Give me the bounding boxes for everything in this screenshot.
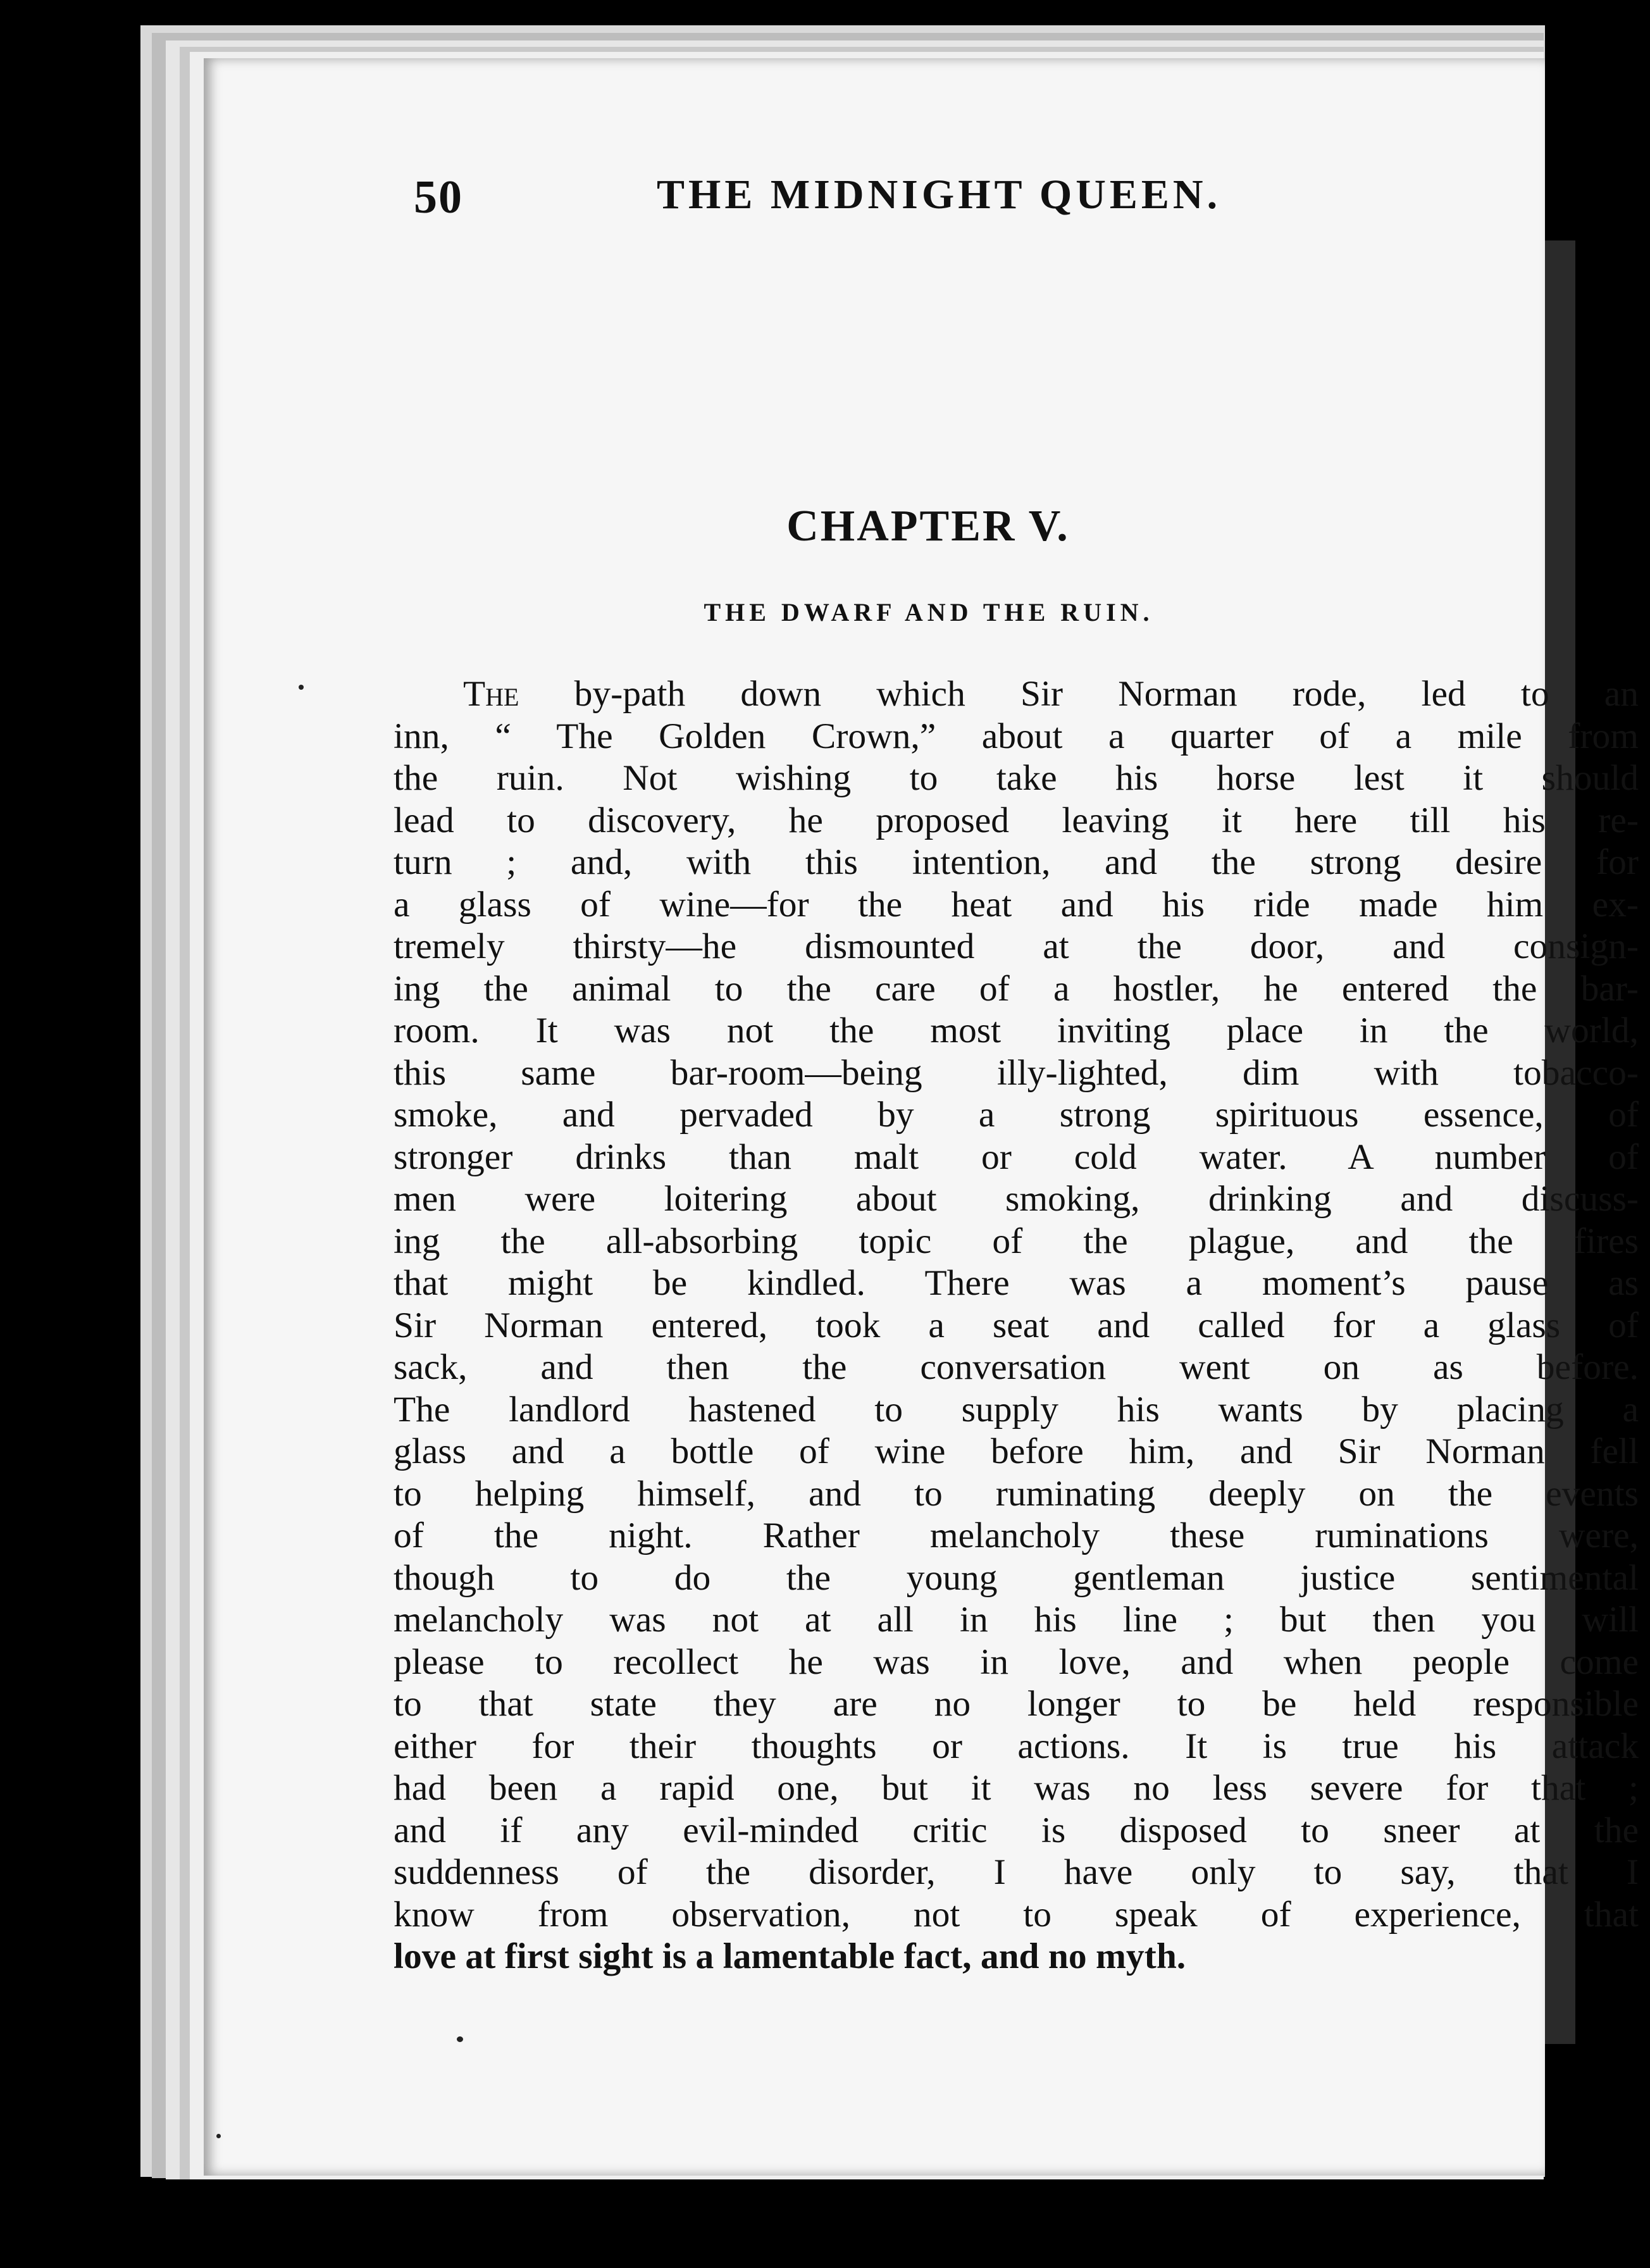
body-line: know from observation, not to speak of experience, that bbox=[394, 1894, 1639, 1935]
body-line: sack, and then the conversation went on as before. bbox=[394, 1347, 1639, 1387]
body-line: room. It was not the most inviting place in the world, bbox=[394, 1011, 1639, 1050]
body-line: please to recollect he was in love, and when people come bbox=[394, 1642, 1639, 1682]
body-line: lead to discovery, he proposed leaving it here till his re- bbox=[394, 800, 1639, 840]
body-line: either for their thoughts or actions. It is true his attack bbox=[394, 1726, 1639, 1766]
book-page bbox=[204, 58, 1639, 2176]
body-line: Sir Norman entered, took a seat and called for a glass of bbox=[394, 1305, 1639, 1345]
body-line: The landlord hastened to supply his wants by placing a bbox=[394, 1389, 1639, 1430]
body-line: melancholy was not at all in his line ; but then you will bbox=[394, 1600, 1639, 1640]
scan-speck bbox=[299, 685, 304, 690]
body-line: to that state they are no longer to be held responsible bbox=[394, 1684, 1639, 1724]
body-line: inn, “ The Golden Crown,” about a quarter of a mile from bbox=[394, 716, 1639, 756]
chapter-subtitle: THE DWARF AND THE RUIN. bbox=[704, 598, 1154, 626]
body-line: tremely thirsty—he dismounted at the door, and consign- bbox=[394, 926, 1639, 966]
body-line: this same bar-room—being illy-lighted, dim with tobacco- bbox=[394, 1052, 1639, 1093]
body-line: though to do the young gentleman justice sentimental bbox=[394, 1557, 1639, 1598]
scan-speck bbox=[216, 2134, 221, 2138]
body-line: had been a rapid one, but it was no less severe for that ; bbox=[394, 1768, 1639, 1808]
body-line: smoke, and pervaded by a strong spirituous essence, of bbox=[394, 1095, 1639, 1135]
body-line: and if any evil-minded critic is disposed to sneer at the bbox=[394, 1810, 1639, 1850]
chapter-title: CHAPTER V. bbox=[786, 502, 1070, 551]
body-line: the ruin. Not wishing to take his horse lest it should bbox=[394, 758, 1639, 798]
body-line: to helping himself, and to ruminating deeply on the events bbox=[394, 1473, 1639, 1514]
scan-speck bbox=[457, 2036, 463, 2042]
body-line: that might be kindled. There was a moment’s pause as bbox=[394, 1263, 1639, 1303]
body-line: suddenness of the disorder, I have only to say, that I bbox=[394, 1852, 1639, 1892]
body-line: turn ; and, with this intention, and the strong desire for bbox=[394, 842, 1639, 882]
body-line: glass and a bottle of wine before him, and Sir Norman fell bbox=[394, 1431, 1639, 1471]
body-line: The by-path down which Sir Norman rode, led to an bbox=[463, 674, 1639, 714]
drop-word: The bbox=[463, 674, 519, 714]
page-number: 50 bbox=[414, 171, 463, 223]
body-line: men were loitering about smoking, drinking and discuss- bbox=[394, 1179, 1639, 1219]
body-line: stronger drinks than malt or cold water. A number of bbox=[394, 1137, 1639, 1177]
body-line: a glass of wine—for the heat and his ride made him ex- bbox=[394, 884, 1639, 925]
body-line: ing the all-absorbing topic of the plague, and the fires bbox=[394, 1221, 1639, 1261]
running-head bbox=[204, 171, 1545, 240]
body-line: love at first sight is a lamentable fact, and no myth. bbox=[394, 1936, 1186, 1976]
running-title: THE MIDNIGHT QUEEN. bbox=[657, 171, 1222, 218]
body-line: of the night. Rather melancholy these ruminations were, bbox=[394, 1516, 1639, 1555]
chapter-body bbox=[394, 673, 1639, 1978]
body-line: ing the animal to the care of a hostler, he entered the bar- bbox=[394, 968, 1639, 1009]
